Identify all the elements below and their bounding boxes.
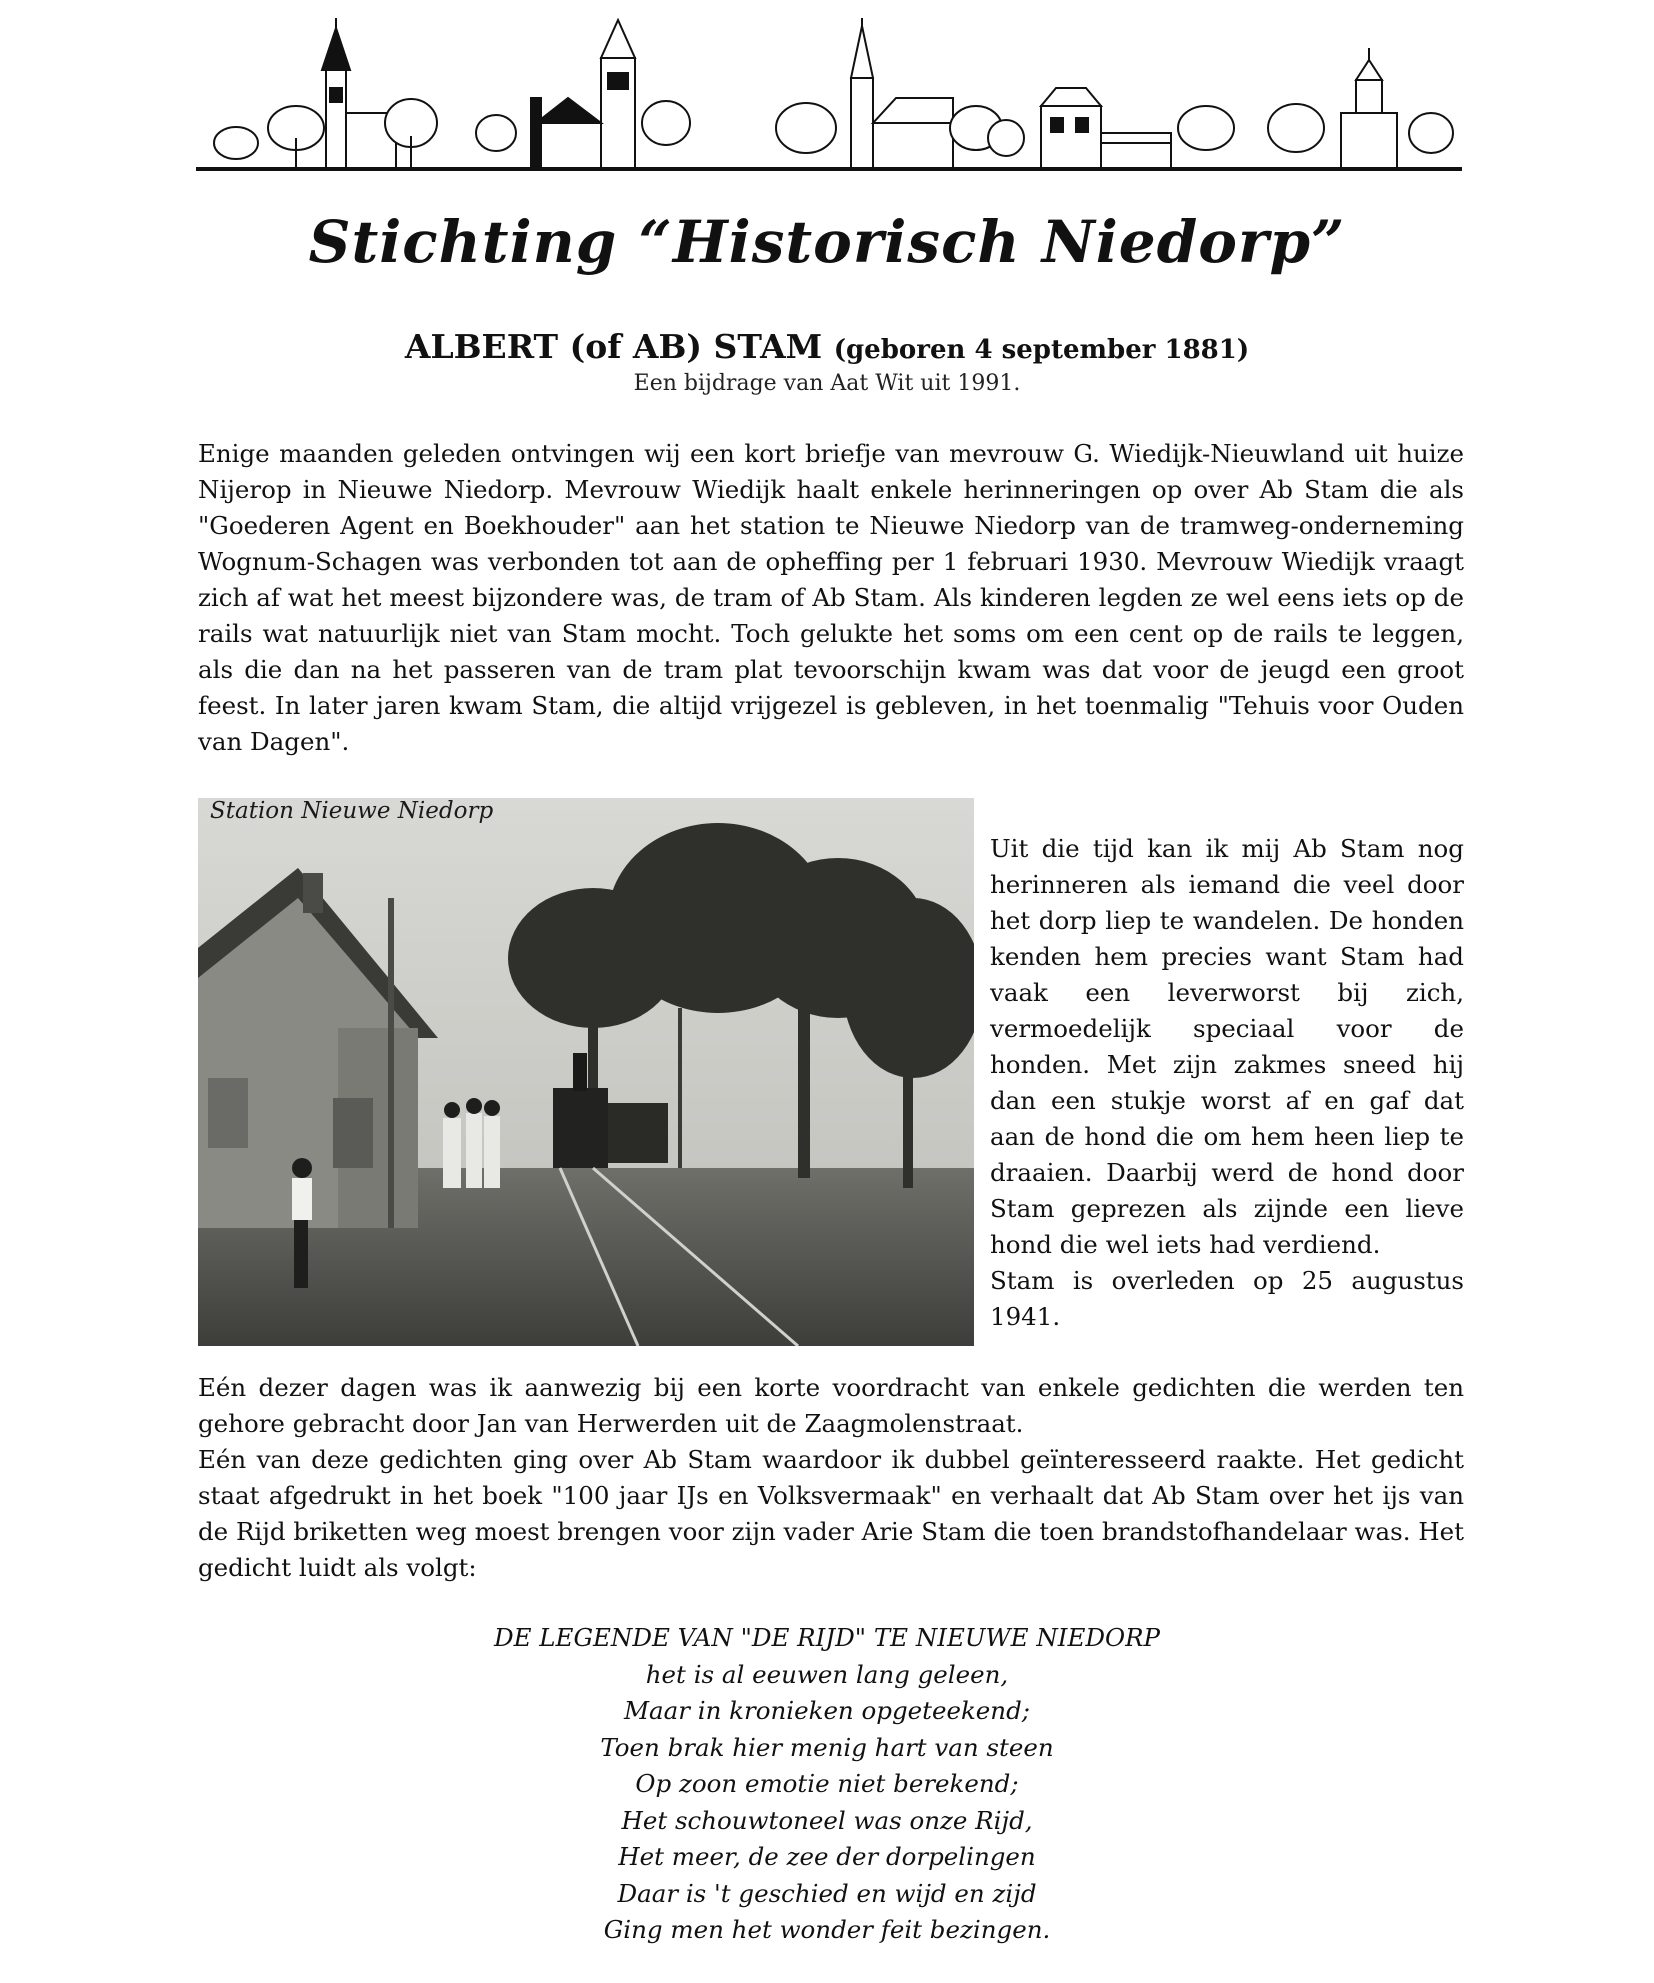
poem	[0, 1620, 1654, 1949]
article-paragraph-4: Eén van deze gedichten ging over Ab Stam waardoor ik dubbel geïnteresseerd raakte. Het gedicht staat afgedrukt in het boek "100 jaar IJs en Volksvermaak" en verhaalt dat Ab Stam over het ijs van de Rijd briketten weg moest brengen voor zijn vader Arie Stam die toen brandstofhandelaar was. Het gedicht luidt als volgt:	[198, 1445, 1464, 1582]
article-paragraph-3: Eén dezer dagen was ik aanwezig bij een korte voordracht van enkele gedichten die werden ten gehore gebracht door Jan van Herwerden uit de Zaagmolenstraat.	[198, 1373, 1464, 1438]
poem-line: Toen brak hier menig hart van steen	[600, 1732, 1054, 1762]
poem-line: Het meer, de zee der dorpelingen	[618, 1842, 1036, 1871]
poem-line: Ging men het wonder feit bezingen.	[603, 1915, 1051, 1944]
organization-title: Stichting “Historisch Niedorp”	[308, 208, 1346, 276]
article-paragraph-1: Enige maanden geleden ontvingen wij een kort briefje van mevrouw G. Wiedijk-Nieuwland uit huize Nijerop in Nieuwe Niedorp. Mevrouw Wiedijk haalt enkele herinneringen op over Ab Stam die als "Goederen Agent en Boekhouder" aan het station te Nieuwe Niedorp van de tramweg-onderneming Wognum-Schagen was verbonden tot aan de opheffing per 1 februari 1930. Mevrouw Wiedijk vraagt zich af wat het meest bijzondere was, de tram of Ab Stam. Als kinderen legden ze wel eens iets op de rails wat natuurlijk niet van Stam mocht. Toch gelukte het soms om een cent op de rails te leggen, als die dan na het passeren van de tram plat tevoorschijn kwam was dat voor de jeugd een groot feest. In later jaren kwam Stam, die altijd vrijgezel is gebleven, in het toenmalig "Tehuis voor Ouden van Dagen".	[198, 439, 1464, 756]
article-paragraph-2: Uit die tijd kan ik mij Ab Stam nog herinneren als iemand die veel door het dorp liep te wandelen. De honden kenden hem precies want Stam had vaak een leverworst bij zich, vermoedelijk speciaal voor de honden. Met zijn zakmes sneed hij dan een stukje worst af en gaf dat aan de hond die om hem heen liep te draaien. Daarbij werd de hond door Stam geprezen als zijnde een lieve hond die wel iets had verdiend.	[990, 834, 1464, 1259]
poem-line: Daar is 't geschied en wijd en zijd	[617, 1878, 1037, 1908]
poem-line: Het schouwtoneel was onze Rijd,	[621, 1805, 1033, 1835]
poem-line: Op zoon emotie niet berekend;	[635, 1769, 1019, 1798]
station-photo	[198, 798, 974, 1346]
article-paragraph-2b: Stam is overleden op 25 augustus 1941.	[990, 1266, 1464, 1331]
station-photo-illustration	[198, 798, 974, 1346]
article-title-main: ALBERT (of AB) STAM	[404, 327, 834, 366]
side-text-block	[990, 831, 1464, 1335]
photo-caption: Station Nieuwe Niedorp	[210, 798, 494, 824]
article-byline: Een bijdrage van Aat Wit uit 1991.	[633, 371, 1021, 396]
poem-line: het is al eeuwen lang geleen,	[645, 1659, 1009, 1689]
article-title-subtitle: (geboren 4 september 1881)	[833, 335, 1250, 365]
poem-title: DE LEGENDE VAN "DE RIJD" TE NIEUWE NIEDORP	[493, 1623, 1161, 1652]
article-title	[0, 327, 1654, 366]
poem-line: Maar in kronieken opgeteekend;	[623, 1696, 1031, 1725]
village-skyline-illustration	[196, 18, 1462, 178]
